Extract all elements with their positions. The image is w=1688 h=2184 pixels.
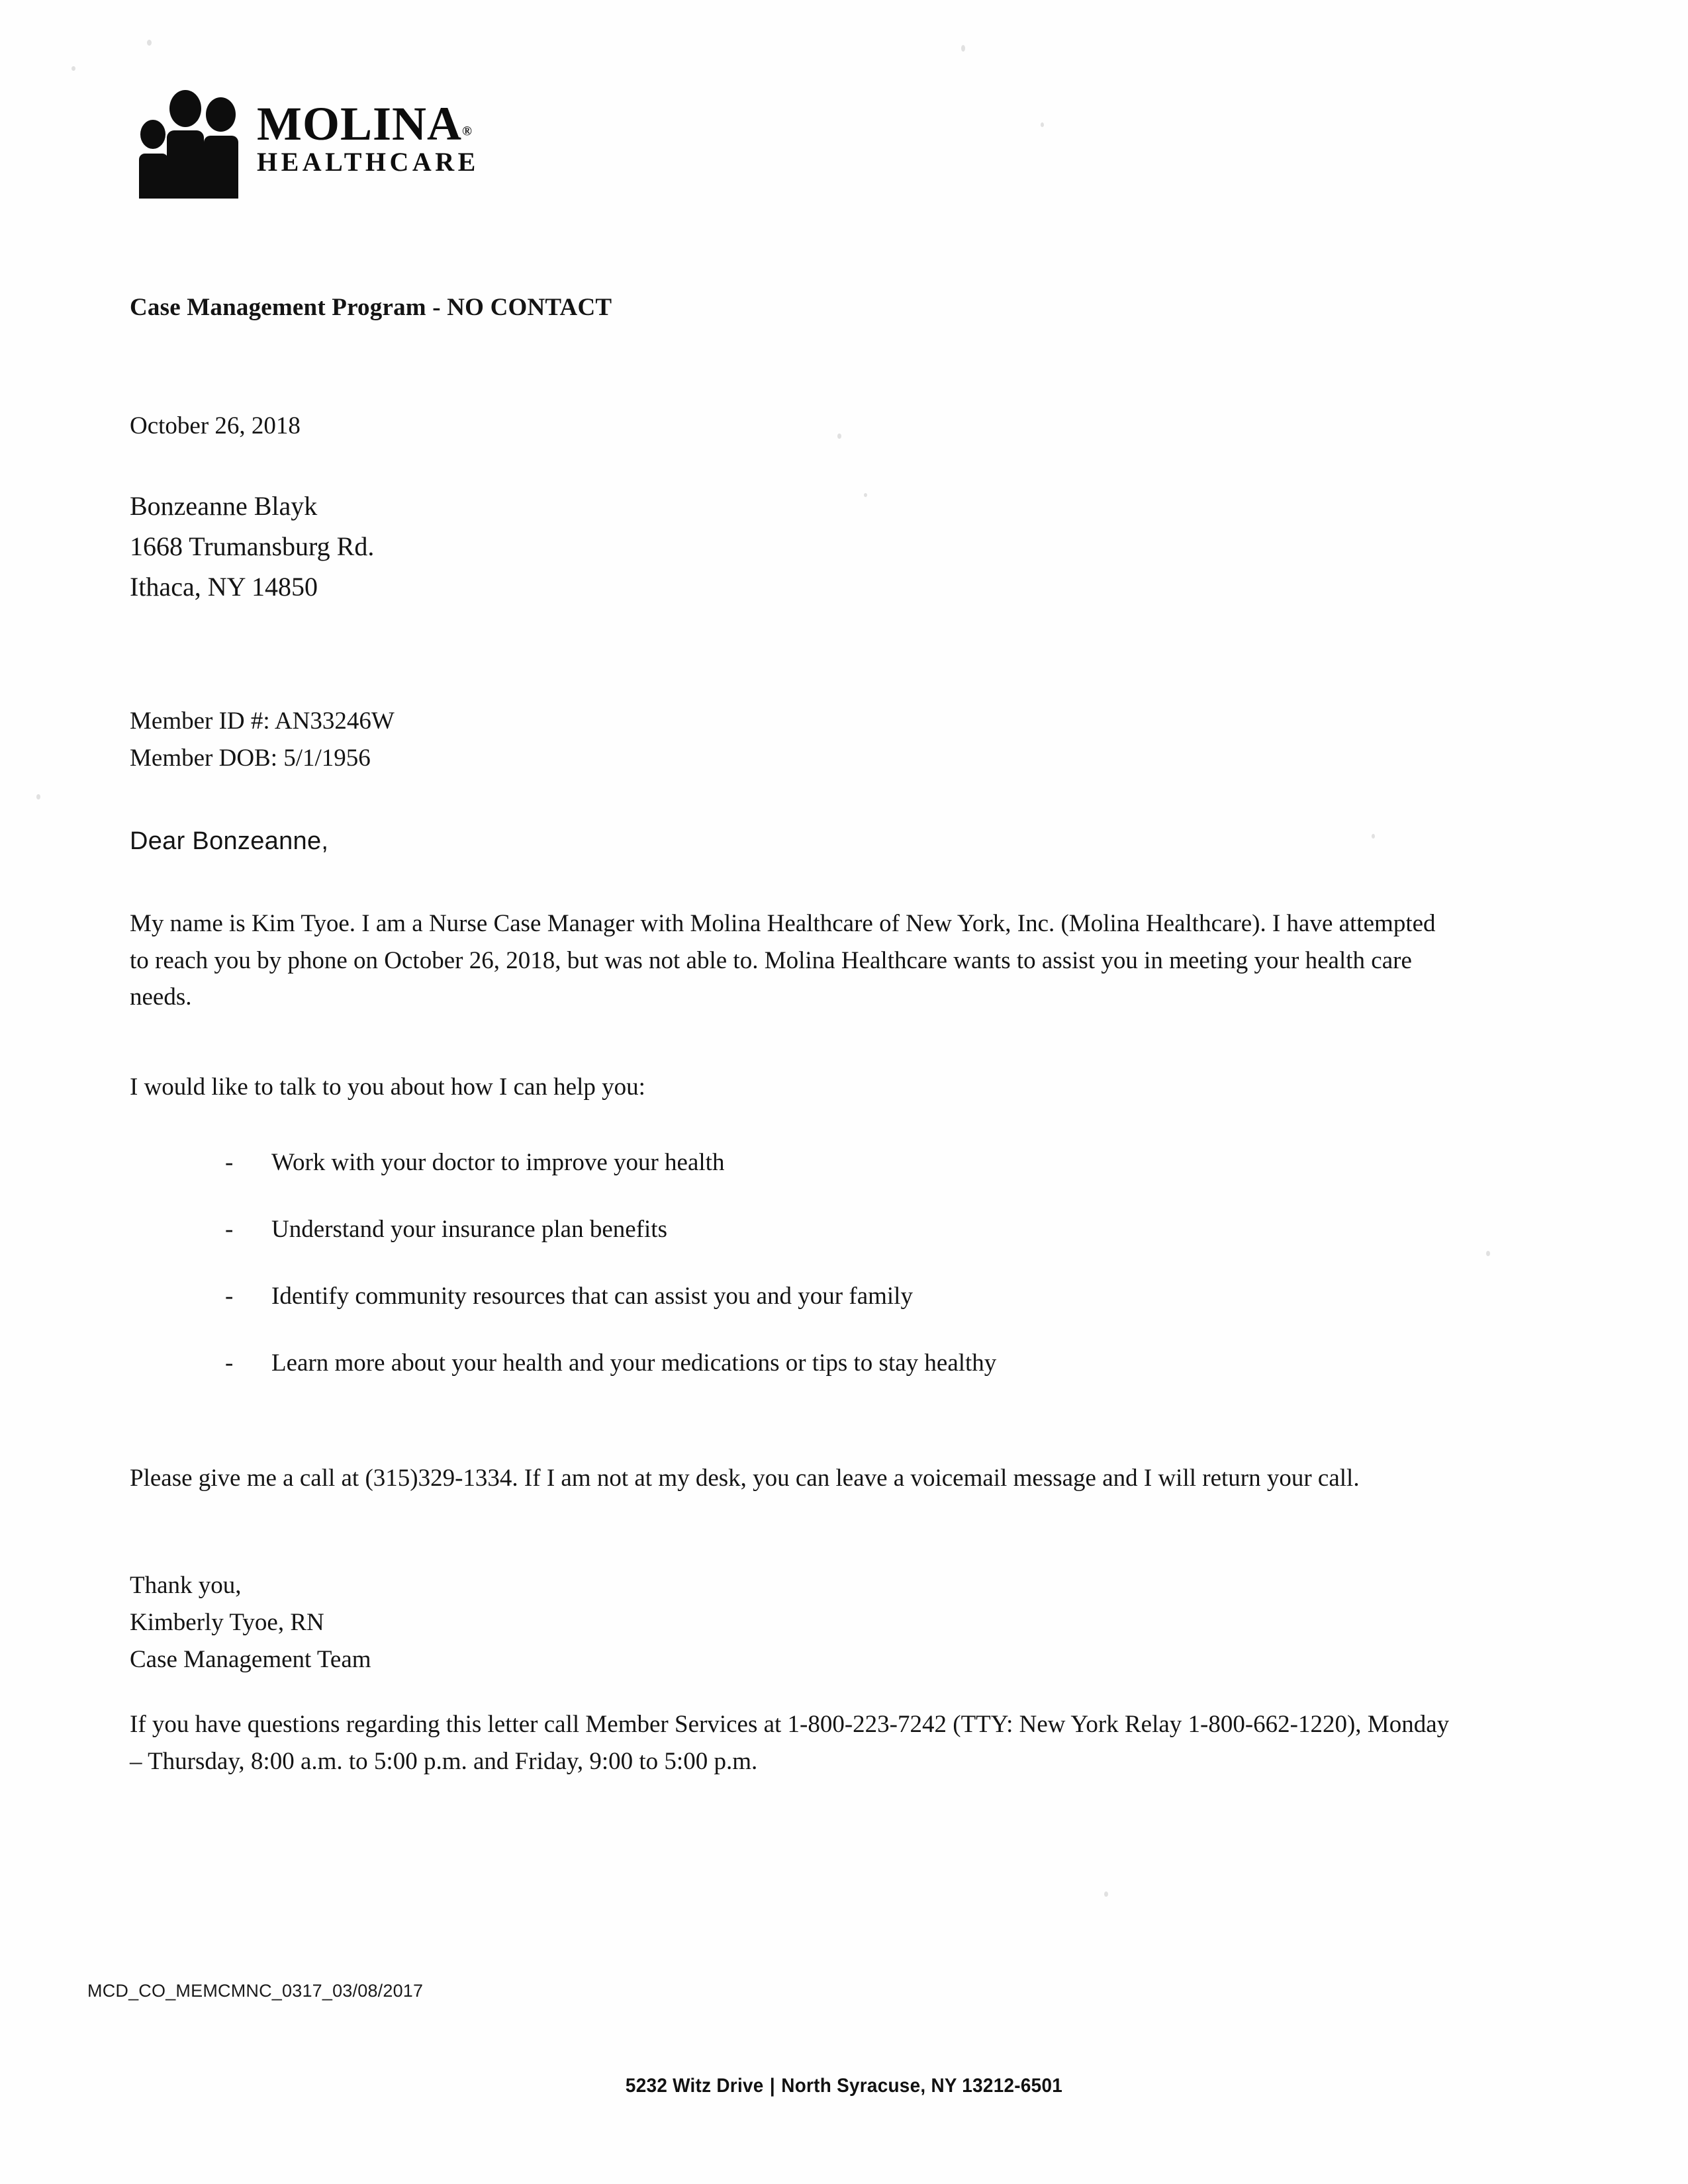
- page-title: Case Management Program - NO CONTACT: [130, 294, 612, 321]
- questions-paragraph: If you have questions regarding this letter call Member Services at 1-800-223-7242 (TTY: New York Relay 1-800-662-1220), Monday – Thursday, 8:00 a.m. to 5:00 p.m. and Friday, 9:00 to 5:00 p.m.: [130, 1711, 1450, 1775]
- bullet-marker-icon: -: [225, 1216, 234, 1243]
- scan-speck: [36, 794, 40, 799]
- intro-paragraph: My name is Kim Tyoe. I am a Nurse Case Manager with Molina Healthcare of New York, Inc. (Molina Healthcare). I have attempted to reach you by phone on October 26, 2018, but was not able to. Molina Healthcare wants to assist you in meeting your health care needs.: [130, 910, 1436, 1011]
- recipient-name: Bonzeanne Blayk: [130, 491, 318, 521]
- closing-line: Thank you,: [130, 1572, 242, 1599]
- bullet-marker-icon: -: [225, 1349, 234, 1377]
- scan-speck: [1486, 1251, 1490, 1256]
- scan-speck: [837, 433, 841, 439]
- list-item-label: Identify community resources that can assist you and your family: [271, 1283, 913, 1310]
- recipient-city-state-zip: Ithaca, NY 14850: [130, 571, 318, 602]
- list-item: [225, 1148, 1483, 1177]
- footer-separator: |: [769, 2075, 775, 2097]
- molina-healthcare-logo: [139, 89, 479, 177]
- member-id: Member ID #: AN33246W: [130, 707, 395, 735]
- footer-city: North Syracuse, NY 13212-6501: [781, 2075, 1063, 2097]
- list-item-label: Understand your insurance plan benefits: [271, 1216, 667, 1243]
- member-info-block: [130, 703, 395, 777]
- signer-name: Kimberly Tyoe, RN: [130, 1609, 324, 1637]
- list-item-label: Work with your doctor to improve your health: [271, 1149, 725, 1176]
- scan-speck: [1104, 1891, 1108, 1897]
- company-address-footer: [59, 2075, 1629, 2097]
- logo-tagline-text: HEALTHCARE: [257, 147, 479, 177]
- scan-speck: [71, 66, 75, 71]
- ask-paragraph: I would like to talk to you about how I can help you:: [130, 1073, 645, 1101]
- logo-brand-text: MOLINA: [257, 97, 462, 150]
- footer-street: 5232 Witz Drive: [625, 2075, 764, 2097]
- scan-speck: [147, 40, 152, 46]
- scan-speck: [1372, 834, 1375, 839]
- list-item-label: Learn more about your health and your medications or tips to stay healthy: [271, 1349, 997, 1377]
- recipient-address-block: [130, 486, 374, 607]
- member-dob: Member DOB: 5/1/1956: [130, 745, 371, 772]
- scan-speck: [1041, 122, 1044, 127]
- scan-speck: [864, 493, 867, 497]
- three-figures-icon: [139, 89, 245, 177]
- form-code: MCD_CO_MEMCMNC_0317_03/08/2017: [87, 1981, 424, 2001]
- signer-team: Case Management Team: [130, 1646, 371, 1674]
- signature-block: [130, 1567, 1460, 1679]
- list-item: [225, 1349, 1483, 1377]
- list-item: [225, 1282, 1483, 1310]
- salutation: Dear Bonzeanne,: [130, 827, 329, 855]
- registered-trademark-icon: ®: [462, 124, 472, 139]
- list-item: [225, 1215, 1483, 1244]
- recipient-street: 1668 Trumansburg Rd.: [130, 531, 375, 561]
- bullet-marker-icon: -: [225, 1149, 234, 1176]
- bullet-marker-icon: -: [225, 1283, 234, 1310]
- letter-date: October 26, 2018: [130, 412, 301, 439]
- help-bullet-list: [225, 1148, 1483, 1416]
- call-paragraph: Please give me a call at (315)329-1334. If I am not at my desk, you can leave a voicemail message and I will return your call.: [130, 1465, 1360, 1492]
- scan-speck: [961, 45, 965, 52]
